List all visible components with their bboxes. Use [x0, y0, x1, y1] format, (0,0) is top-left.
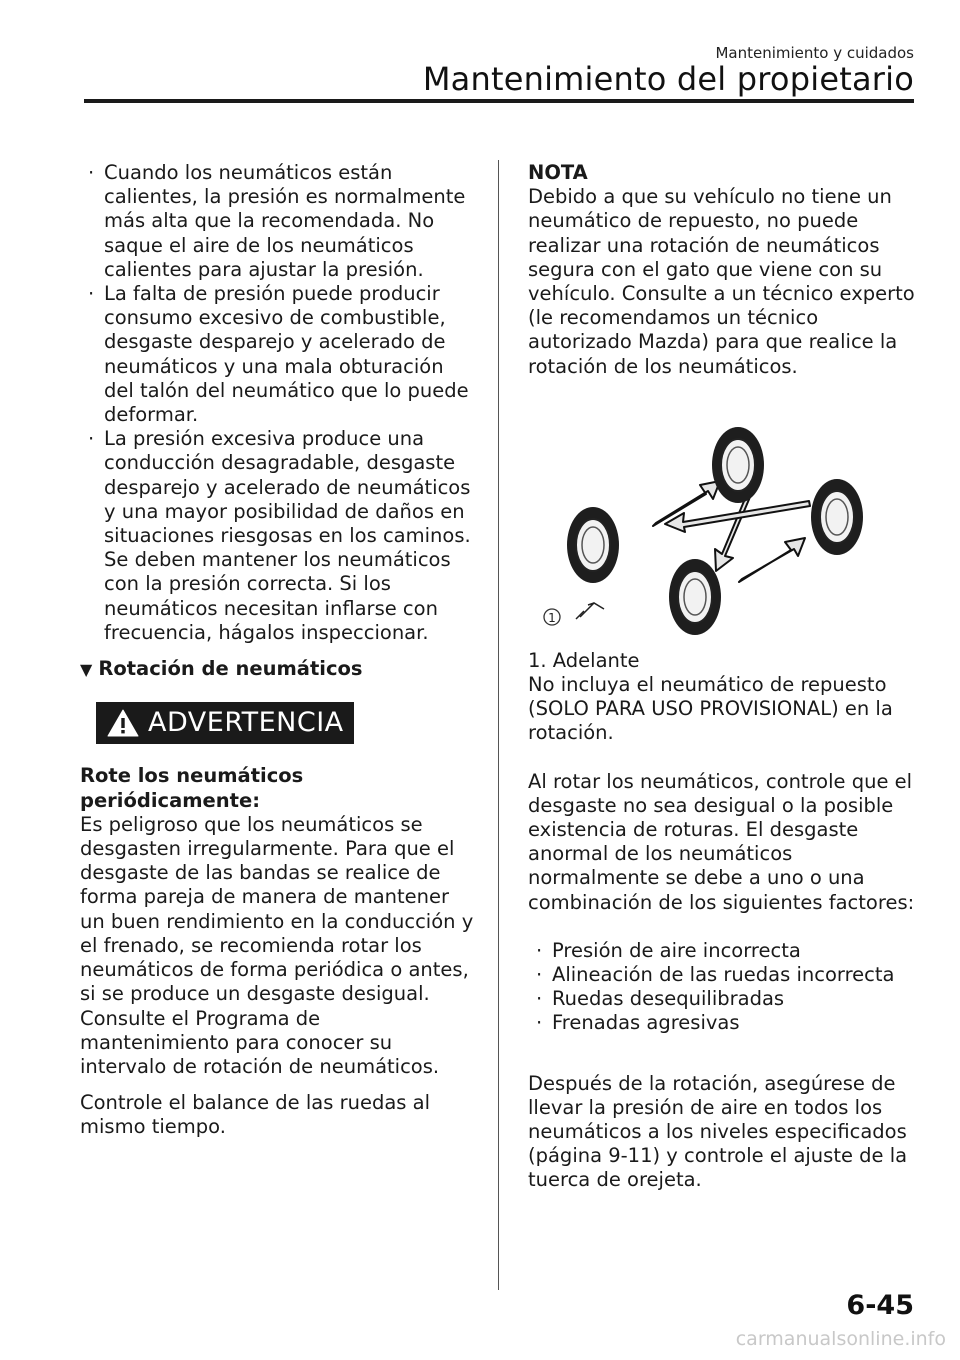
- warning-heading: Rote los neumáticos periódicamente:: [80, 764, 304, 812]
- section-heading: ▼ Rotación de neumáticos: [80, 657, 475, 682]
- warning-body: Es peligroso que los neumáticos se desgasten irregularmente. Para que el desgaste de las bandas se realice de forma pareja de manera de mantener un buen rendimiento en la conducción y el frenado, se recomienda rotar los neumáticos de forma periódica o antes, si se produce un desgaste desigual.: [80, 812, 474, 1006]
- balance-text: Controle el balance de las ruedas al mismo tiempo.: [80, 1091, 430, 1139]
- tire-front-right: [712, 427, 764, 503]
- arrow-front-right-to-rear-left: [715, 494, 750, 571]
- header-title: Mantenimiento del propietario: [422, 60, 914, 98]
- bullet-hot-tires: · Cuando los neumáticos están calientes, la presión es normalmente más alta que la recomendada. No saque el aire de los neumáticos calientes para ajustar la presión.: [88, 161, 466, 281]
- header-subtitle: Mantenimiento y cuidados: [715, 44, 914, 62]
- list-item: · Ruedas desequilibradas: [536, 987, 785, 1011]
- list-item: · Presión de aire incorrecta: [536, 938, 801, 962]
- inspect-text: Al rotar los neumáticos, controle que el desgaste no sea desigual o la posible existencia de roturas. El desgaste anormal de los neumáticos normalmente se debe a uno o una combinación de los siguientes factores:: [528, 769, 915, 914]
- warning-badge: [96, 702, 354, 744]
- bullet-tail-text: Se deben mantener los neumáticos con la presión correcta. Si los neumáticos necesitan inflarse con frecuencia, hágalos inspeccionar.: [104, 548, 451, 644]
- front-direction-pointer-icon: [580, 603, 604, 617]
- tire-rear-left: [669, 559, 721, 635]
- page-number: 6-45: [846, 1290, 914, 1321]
- watermark: carmanualsonline.info: [735, 1328, 946, 1350]
- factors-list: [528, 939, 923, 1036]
- warning-triangle-icon: [106, 708, 140, 738]
- down-triangle-icon: ▼: [80, 660, 93, 680]
- column-divider: [498, 160, 499, 1290]
- bullet-dot: ·: [88, 282, 95, 306]
- right-column: [528, 161, 923, 1193]
- header-rule: [84, 99, 914, 103]
- legend-front: 1. Adelante: [528, 648, 640, 672]
- callout-number: 1: [548, 610, 556, 625]
- bullet-dot: ·: [88, 427, 95, 451]
- after-rotation-text: Después de la rotación, asegúrese de llevar la presión de aire en todos los neumáticos a los niveles especificados (página 9-11) y controle el ajuste de la tuerca de orejeta.: [528, 1071, 908, 1192]
- arrow-front-left-to-rear-right: [739, 538, 805, 582]
- tire-rotation-illustration: [528, 419, 923, 649]
- left-column: [80, 161, 475, 1140]
- list-item: · Frenadas agresivas: [536, 1011, 740, 1035]
- list-item: · Alineación de las ruedas incorrecta: [536, 963, 895, 987]
- warning-reference: Consulte el Programa de mantenimiento para conocer su intervalo de rotación de neumáticos.: [80, 1006, 440, 1078]
- note-label: NOTA: [528, 161, 588, 184]
- bullet-high-pressure: · La presión excesiva produce una conducción desagradable, desgaste desparejo y acelerado de neumáticos y una mayor posibilidad de daños en situaciones riesgosas en los caminos.: [88, 427, 471, 548]
- bullet-dot: ·: [88, 161, 95, 184]
- tire-rear-right: [811, 479, 863, 555]
- spare-text: No incluya el neumático de repuesto (SOLO PARA USO PROVISIONAL) en la rotación.: [528, 673, 893, 745]
- bullet-low-pressure: · La falta de presión puede producir consumo excesivo de combustible, desgaste desparejo y acelerado de neumáticos y una mala obturación del talón del neumático que lo puede deformar.: [88, 282, 469, 427]
- note-text: Debido a que su vehículo no tiene un neumático de repuesto, no puede realizar una rotación de neumáticos segura con el gato que viene con su vehículo. Consulte a un técnico experto (le recomendamos un técnico autorizado Mazda) para que realice la rotación de los neumáticos.: [528, 185, 915, 378]
- tire-front-left: [567, 507, 619, 583]
- warning-label: ADVERTENCIA: [148, 707, 344, 739]
- tire-rotation-diagram: [528, 419, 923, 649]
